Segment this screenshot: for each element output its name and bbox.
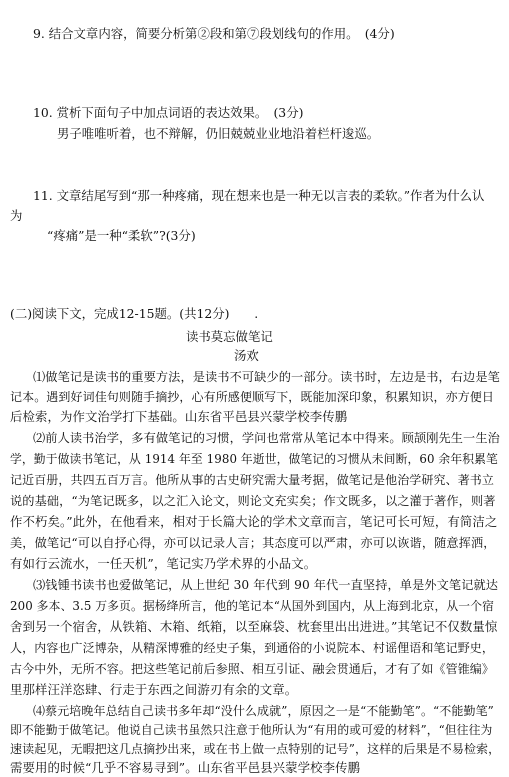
paragraph-line: 需要用的时候“几乎不容易寻到”。山东省平邑县兴蒙学校李传鹏: [10, 760, 361, 775]
question-9: 9. 结合文章内容，简要分析第②段和第⑦段划线句的作用。 (4分): [33, 26, 395, 41]
paragraph-line: 里那样汪洋恣肆、行走于东西之间游刃有余的文章。: [10, 682, 298, 697]
paragraph-line: 古今中外，无所不容。把这些笔记前后参照、相互引证、融会贯通后，才有了如《管锥编》: [10, 662, 495, 676]
question-10-prompt: 10. 赏析下面句子中加点词语的表达效果。 (3分): [33, 105, 304, 120]
paragraph-line: 舍到另一个宿舍，从铁箱、木箱、纸箱，以至麻袋、枕套里出出进进。”其笔记不仅数量惊: [10, 619, 498, 634]
paragraph-line: 美，做笔记“可以自抒心得，亦可以记录人言；其态度可以严肃，亦可以诙谐，随意挥洒，: [10, 536, 496, 550]
paragraph-line: 人，内容也广泛博杂，从精深博雅的经史子集，到通俗的小说院本、村谣俚语和笔记野史，: [10, 641, 495, 655]
paragraph-line: 学，勤于做读书笔记，从 1914 年至 1980 年逝世，做笔记的习惯从未间断，60 余年积累笔: [10, 452, 498, 466]
section-heading: (二)阅读下文，完成12-15题。(共12分) .: [10, 306, 259, 321]
paragraph-line: ⑴做笔记是读书的重要方法，是读书不可缺少的一部分。读书时，左边是书，右边是笔: [33, 370, 500, 384]
paragraph-line: 即不能勤于做笔记。他说自己读书虽然只注意于他所认为“有用的或可爱的材料”，“但往往为: [10, 723, 493, 737]
paragraph-line: ⑶钱锺书读书也爱做笔记，从上世纪 30 年代到 90 年代一直坚持，单是外文笔记就达: [33, 578, 499, 592]
paragraph-line: 作不朽矣。”此外，在他看来，相对于长篇大论的学术文章而言，笔记可长可短，有简洁之: [10, 514, 498, 529]
article-title: 读书莫忘做笔记: [186, 329, 273, 344]
paragraph-line: 有如行云流水，一任天机”，笔记实乃学术界的小品文。: [10, 556, 317, 571]
paragraph-line: 速读起见，无暇把这几点摘抄出来，或在书上做一点特别的记号”，这样的后果是不易检索，: [10, 742, 501, 756]
paragraph-line: 后检索，为作文治学打下基础。山东省平邑县兴蒙学校李传鹏: [10, 409, 348, 424]
paragraph-line: ⑵前人读书治学，多有做笔记的习惯，学问也常常从笔记本中得来。顾颉刚先生一生治: [33, 431, 500, 445]
question-10-sentence: 男子唯唯听着，也不辩解，仍旧兢兢业业地沿着栏杆逡巡。: [57, 126, 380, 141]
question-11-line-2: 为: [10, 208, 23, 223]
paragraph-line: 说的基础，“为笔记既多，以之汇入论文，则论文充实矣；作文既多，以之灌于著作，则著: [10, 494, 496, 508]
paragraph-line: 200 多本、3.5 万多页。据杨绛所言，他的笔记本“从国外到国内，从上海到北京，从一个宿: [10, 599, 494, 613]
paragraph-line: ⑷蔡元培晚年总结自己读书多年却“没什么成就”，原因之一是“不能勤笔”。“不能勤笔”: [33, 704, 494, 718]
question-11-line-1: 11. 文章结尾写到“那一种疼痛，现在想来也是一种无以言表的柔软。”作者为什么认: [33, 188, 485, 203]
paragraph-line: 记近百册，共四五百万言。他所从事的古史研究需大量考据，做笔记是他治学研究、著书立: [10, 473, 495, 487]
question-11-line-3: “疼痛”是一种“柔软”?(3分): [47, 228, 196, 243]
article-author: 汤欢: [234, 348, 259, 363]
paragraph-line: 记本。遇到好词佳句则随手摘抄，心有所感便顺写下，既能加深印象，积累知识，亦方便日: [10, 390, 495, 404]
